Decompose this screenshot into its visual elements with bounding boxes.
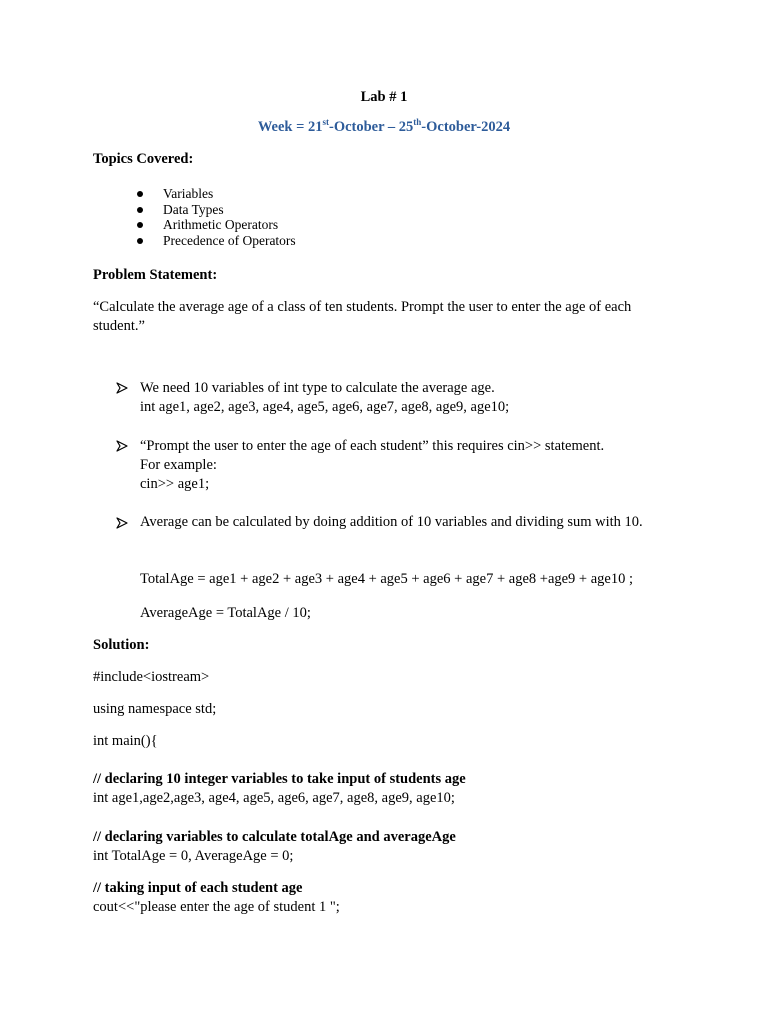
list-item: Variables — [140, 186, 296, 202]
point3-formula-average: AverageAge = TotalAge / 10; — [140, 605, 311, 621]
list-item: Precedence of Operators — [140, 233, 296, 249]
week-range: Week = 21st-October – 25th-October-2024 — [257, 117, 511, 135]
code-include: #include<iostream> — [93, 669, 210, 685]
arrow-bullet-icon — [116, 382, 128, 394]
point1-line1: We need 10 variables of int type to calculate the average age. — [140, 380, 495, 396]
code-namespace: using namespace std; — [93, 701, 217, 717]
solution-heading: Solution: — [93, 637, 150, 653]
code-comment-2: // declaring variables to calculate totalAge and averageAge — [93, 829, 456, 845]
point3-text: Average can be calculated by doing addition of 10 variables and dividing sum with 10. — [140, 514, 643, 530]
code-line-1: int age1,age2,age3, age4, age5, age6, age7, age8, age9, age10; — [93, 790, 455, 806]
page-title: Lab # 1 — [360, 89, 408, 105]
point1-line2: int age1, age2, age3, age4, age5, age6, age7, age8, age9, age10; — [140, 399, 510, 415]
topics-heading: Topics Covered: — [93, 151, 194, 167]
code-main: int main(){ — [93, 733, 158, 749]
code-line-2: int TotalAge = 0, AverageAge = 0; — [93, 848, 294, 864]
point2-line2: For example: — [140, 457, 217, 473]
point2-line1: “Prompt the user to enter the age of each student” this requires cin>> statement. — [140, 438, 605, 454]
list-item: Data Types — [140, 202, 296, 218]
arrow-bullet-icon — [116, 440, 128, 452]
code-line-3: cout<<"please enter the age of student 1 "; — [93, 899, 340, 915]
code-comment-3: // taking input of each student age — [93, 880, 303, 896]
point2-line3: cin>> age1; — [140, 476, 210, 492]
arrow-bullet-icon — [116, 517, 128, 529]
point3-formula-total: TotalAge = age1 + age2 + age3 + age4 + age5 + age6 + age7 + age8 +age9 + age10 ; — [140, 571, 634, 587]
problem-text-line2: student.” — [93, 318, 145, 334]
topics-list — [140, 186, 296, 248]
list-item: Arithmetic Operators — [140, 217, 296, 233]
problem-text-line1: “Calculate the average age of a class of ten students. Prompt the user to enter the age of each — [93, 299, 632, 315]
problem-heading: Problem Statement: — [93, 267, 218, 283]
code-comment-1: // declaring 10 integer variables to take input of students age — [93, 771, 466, 787]
